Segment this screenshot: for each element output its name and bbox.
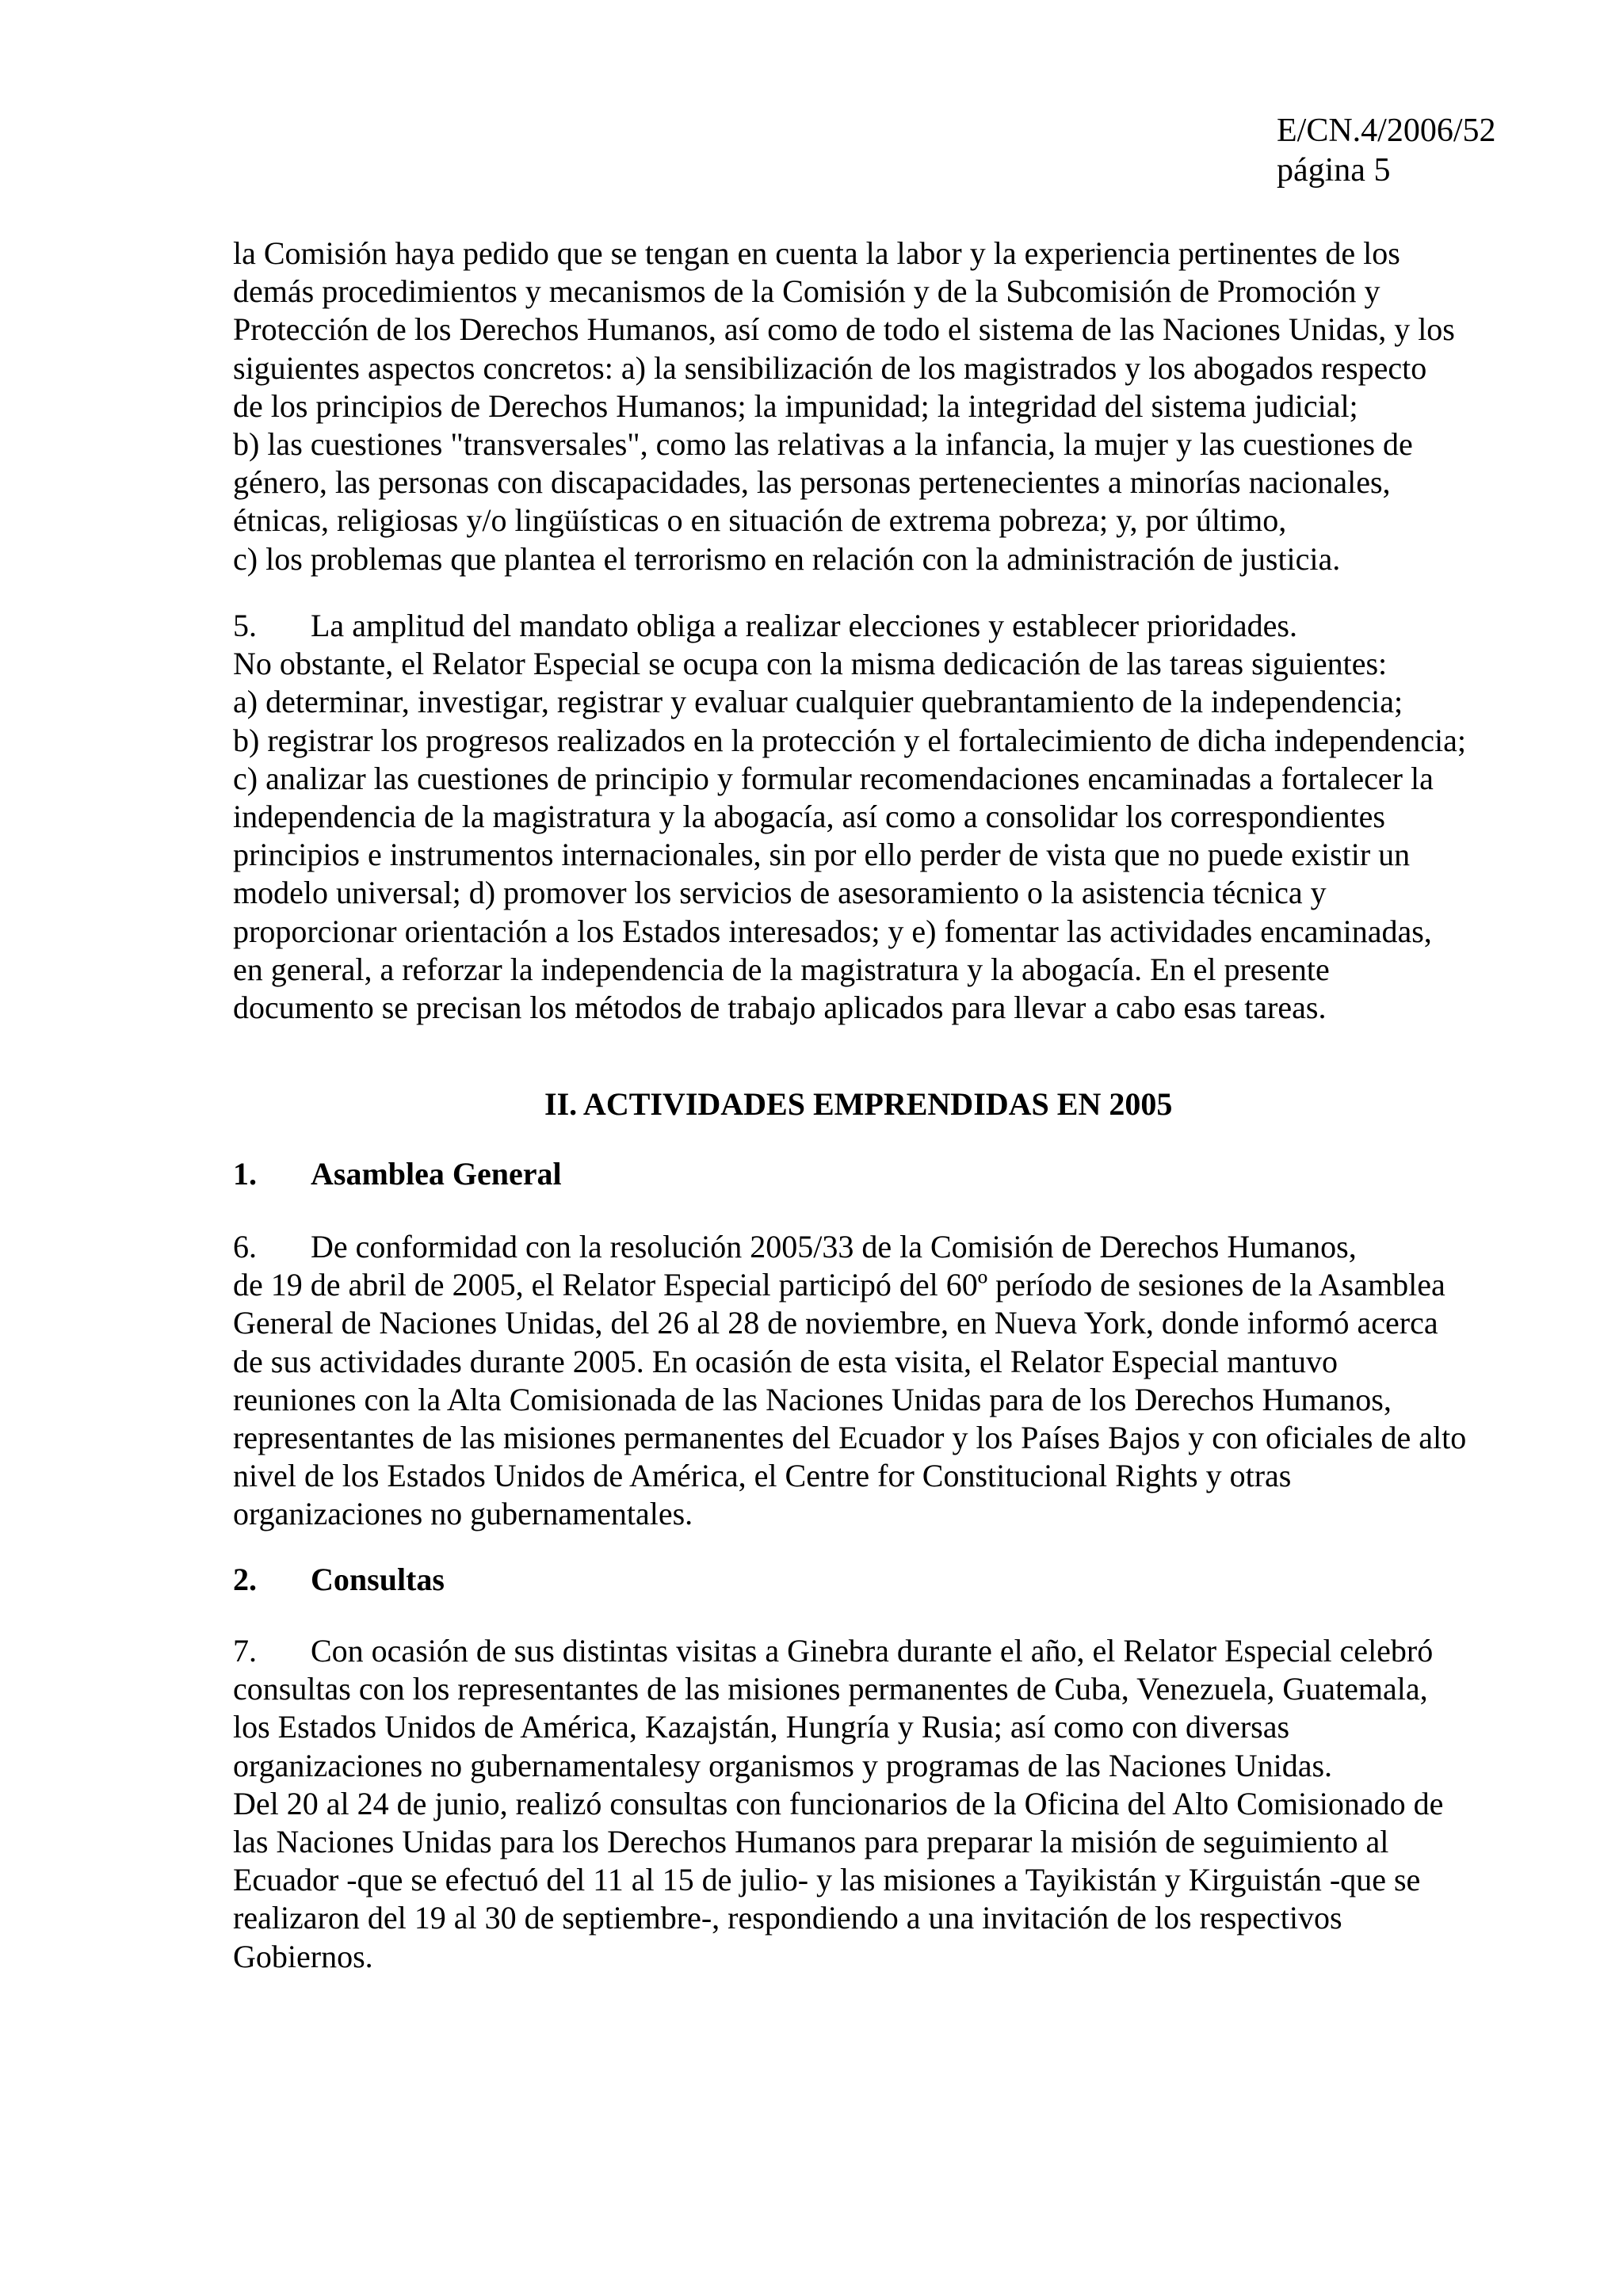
paragraph-line: Del 20 al 24 de junio, realizó consultas con funcionarios de la Oficina del Alto Comisionado de <box>233 1785 1444 1821</box>
paragraph-line: Ecuador -que se efectuó del 11 al 15 de julio- y las misiones a Tayikistán y Kirguistán -que se <box>233 1862 1421 1898</box>
paragraph-line: la Comisión haya pedido que se tengan en cuenta la labor y la experiencia pertinentes de los <box>233 235 1400 271</box>
paragraph-6 <box>233 1228 1466 1534</box>
paragraph-line: proporcionar orientación a los Estados interesados; y e) fomentar las actividades encaminadas, <box>233 913 1432 949</box>
paragraph-line: reuniones con la Alta Comisionada de las Naciones Unidas para de los Derechos Humanos, <box>233 1381 1392 1417</box>
paragraph-text: De conformidad con la resolución 2005/33 de la Comisión de Derechos Humanos, <box>311 1229 1357 1264</box>
paragraph-line: representantes de las misiones permanentes del Ecuador y los Países Bajos y con oficiales de alto <box>233 1420 1467 1456</box>
paragraph-line: en general, a reforzar la independencia de la magistratura y la abogacía. En el presente <box>233 951 1330 987</box>
subsection-number: 1. <box>233 1156 257 1192</box>
paragraph-line: las Naciones Unidas para los Derechos Humanos para preparar la misión de seguimiento al <box>233 1824 1389 1860</box>
paragraph-line: General de Naciones Unidas, del 26 al 28 de noviembre, en Nueva York, donde informó acerca <box>233 1305 1438 1341</box>
paragraph-first-line <box>233 607 1466 645</box>
paragraph-number: 7. <box>233 1633 257 1669</box>
subsection-heading-2 <box>233 1561 445 1599</box>
paragraph-line: Protección de los Derechos Humanos, así como de todo el sistema de las Naciones Unidas, y los <box>233 311 1455 348</box>
paragraph-continuation <box>233 235 1455 578</box>
paragraph-line: organizaciones no gubernamentales. <box>233 1496 693 1532</box>
subsection-heading-1 <box>233 1155 562 1193</box>
paragraph-line: étnicas, religiosas y/o lingüísticas o en situación de extrema pobreza; y, por último, <box>233 502 1287 539</box>
paragraph-line: demás procedimientos y mecanismos de la Comisión y de la Subcomisión de Promoción y <box>233 273 1381 310</box>
paragraph-line: realizaron del 19 al 30 de septiembre-, respondiendo a una invitación de los respectivos <box>233 1900 1342 1936</box>
paragraph-line: b) las cuestiones "transversales", como las relativas a la infancia, la mujer y las cuestiones de <box>233 426 1413 463</box>
subsection-number: 2. <box>233 1562 257 1597</box>
paragraph-line: a) determinar, investigar, registrar y evaluar cualquier quebrantamiento de la independencia; <box>233 684 1403 720</box>
paragraph-text: La amplitud del mandato obliga a realizar elecciones y establecer prioridades. <box>311 608 1297 643</box>
paragraph-line: principios e instrumentos internacionales, sin por ello perder de vista que no puede existir un <box>233 837 1411 873</box>
paragraph-text: Con ocasión de sus distintas visitas a Ginebra durante el año, el Relator Especial celebró <box>311 1633 1434 1669</box>
document-header <box>1277 111 1496 190</box>
paragraph-line: nivel de los Estados Unidos de América, el Centre for Constitucional Rights y otras <box>233 1458 1292 1494</box>
paragraph-line: género, las personas con discapacidades, las personas pertenecientes a minorías nacionales, <box>233 464 1391 501</box>
paragraph-line: siguientes aspectos concretos: a) la sensibilización de los magistrados y los abogados respecto <box>233 349 1427 386</box>
paragraph-line: de 19 de abril de 2005, el Relator Especial participó del 60º período de sesiones de la Asamblea <box>233 1267 1445 1303</box>
paragraph-first-line <box>233 1632 1443 1670</box>
paragraph-line: c) los problemas que plantea el terrorismo en relación con la administración de justicia. <box>233 540 1341 577</box>
paragraph-line: los Estados Unidos de América, Kazajstán, Hungría y Rusia; así como con diversas <box>233 1709 1290 1745</box>
paragraph-number: 6. <box>233 1229 257 1264</box>
paragraph-line: c) analizar las cuestiones de principio y formular recomendaciones encaminadas a fortalecer la <box>233 760 1434 796</box>
paragraph-line: modelo universal; d) promover los servicios de asesoramiento o la asistencia técnica y <box>233 875 1327 911</box>
document-symbol: E/CN.4/2006/52 <box>1277 113 1496 149</box>
paragraph-7 <box>233 1632 1443 1976</box>
paragraph-line: organizaciones no gubernamentalesy organismos y programas de las Naciones Unidas. <box>233 1747 1333 1783</box>
paragraph-line: documento se precisan los métodos de trabajo aplicados para llevar a cabo esas tareas. <box>233 990 1327 1026</box>
subsection-title: Asamblea General <box>311 1156 562 1192</box>
paragraph-5 <box>233 607 1466 1027</box>
paragraph-line: de los principios de Derechos Humanos; la impunidad; la integridad del sistema judicial; <box>233 387 1358 424</box>
paragraph-line: de sus actividades durante 2005. En ocasión de esta visita, el Relator Especial mantuvo <box>233 1343 1338 1379</box>
section-heading: II. ACTIVIDADES EMPRENDIDAS EN 2005 <box>544 1086 1173 1122</box>
subsection-title: Consultas <box>311 1562 445 1597</box>
paragraph-first-line <box>233 1228 1466 1266</box>
paragraph-number: 5. <box>233 608 257 643</box>
paragraph-line: independencia de la magistratura y la abogacía, así como a consolidar los correspondientes <box>233 799 1385 835</box>
paragraph-line: b) registrar los progresos realizados en la protección y el fortalecimiento de dicha independencia; <box>233 722 1467 758</box>
paragraph-line: No obstante, el Relator Especial se ocupa con la misma dedicación de las tareas siguientes: <box>233 646 1388 682</box>
paragraph-line: consultas con los representantes de las misiones permanentes de Cuba, Venezuela, Guatemala, <box>233 1671 1428 1707</box>
paragraph-line: Gobiernos. <box>233 1938 373 1974</box>
page-number: página 5 <box>1277 152 1391 189</box>
